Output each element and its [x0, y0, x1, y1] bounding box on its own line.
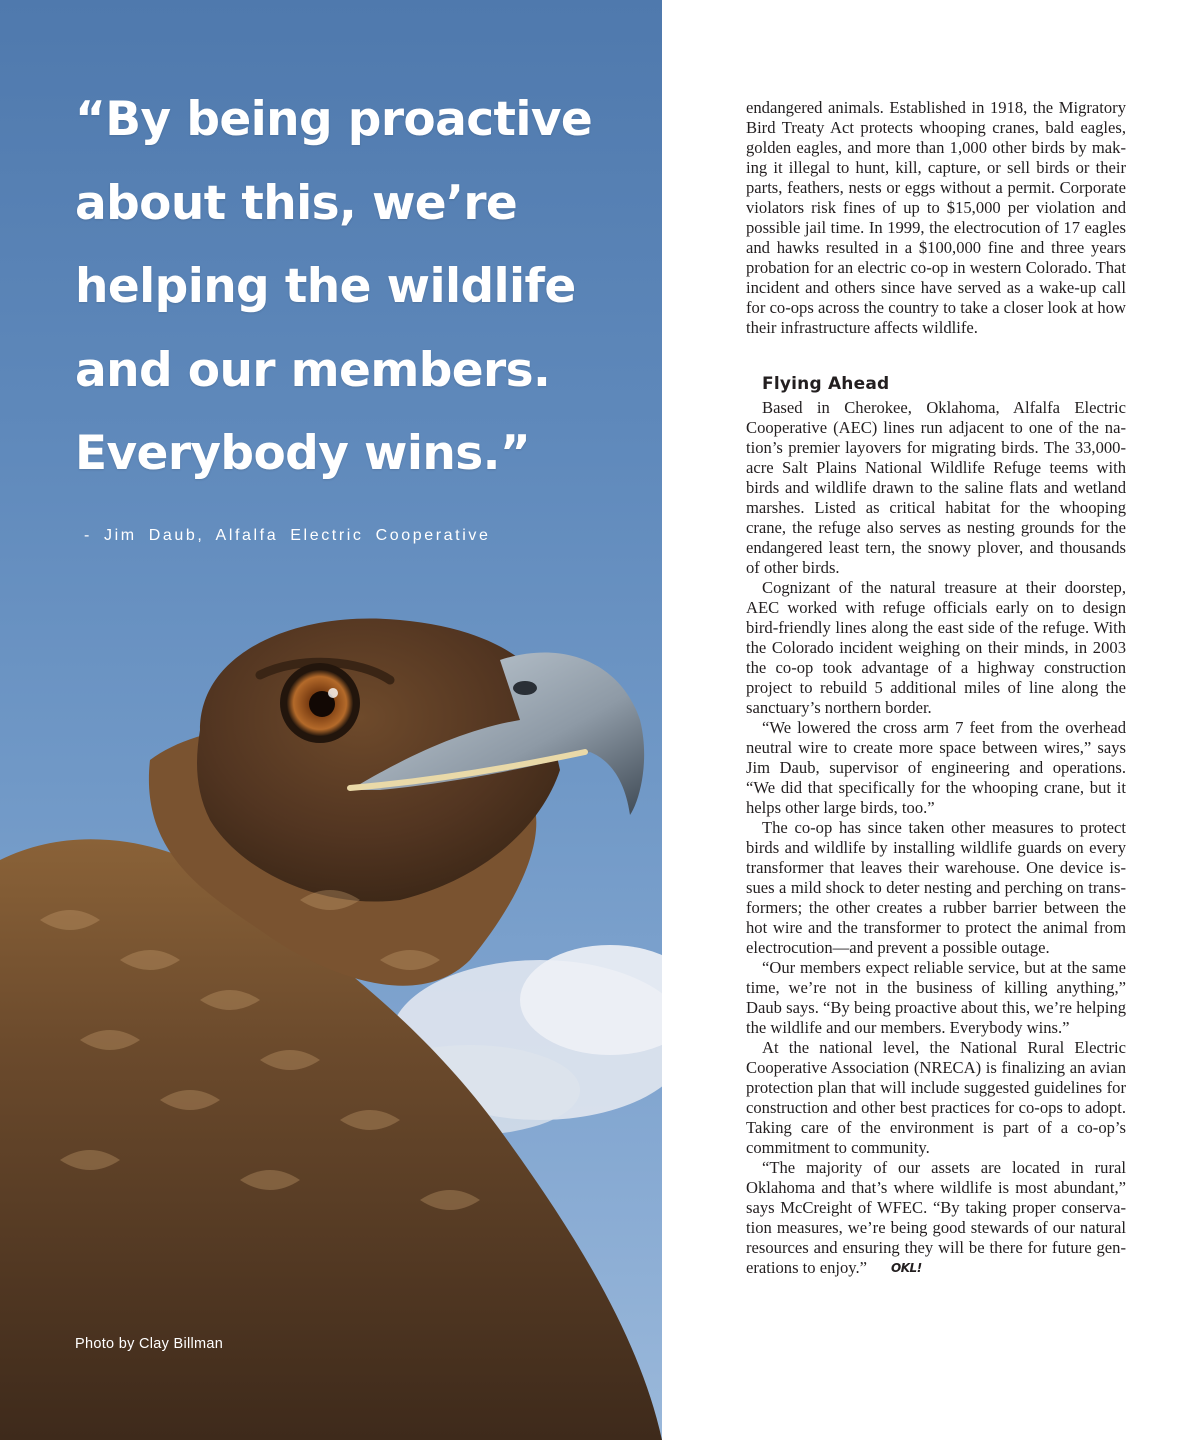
pull-quote-line: “By being proactive [75, 92, 593, 147]
article-final-text: “The majority of our assets are located in rural Oklahoma and that’s where wildlife is most abundant,” says McCreight of WFEC. “By taking proper conservation measures, we’re being good stewards of our natural resources and ensuring they will be there for future generations to enjoy.” [746, 1158, 1126, 1277]
end-mark-logo: OKL! [891, 1261, 922, 1275]
pull-quote-line: about this, we’re [75, 175, 518, 231]
article-final-paragraph [746, 1158, 1126, 1278]
pull-quote-line: and our members. [75, 342, 551, 398]
article-paragraph: The co-op has since taken other measures to protect birds and wildlife by installing wildlife guards on every transformer that leaves their warehouse. One device issues a mild shock to deter nesting and perching on transformers; the other creates a rubber barrier between the hot wire and the transformer to protect the animal from electrocution—and prevent a possible outage. [746, 818, 1126, 957]
pull-quote-line: Everybody wins.” [75, 426, 531, 481]
quote-attribution: - Jim Daub, Alfalfa Electric Cooperative [84, 527, 491, 544]
section-heading: Flying Ahead [762, 374, 890, 394]
article-column [746, 98, 1126, 1278]
photo-credit: Photo by Clay Billman [75, 1336, 224, 1352]
pull-quote-line: helping the wildlife [75, 259, 576, 314]
article-paragraph: “We lowered the cross arm 7 feet from the overhead neutral wire to create more space between wires,” says Jim Daub, supervisor of engineering and operations. “We did that specifically for the whooping crane, but it helps other large birds, too.” [746, 718, 1126, 817]
article-paragraph: “Our members expect reliable service, but at the same time, we’re not in the business of killing anything,” Daub says. “By being proactive about this, we’re helping the wildlife and our members. Everybody wins.” [746, 958, 1126, 1037]
article-paragraph: Cognizant of the natural treasure at their doorstep, AEC worked with refuge officials early on to design bird-friendly lines along the east side of the refuge. With the Colorado incident weighing on their minds, in 2003 the co-op took advantage of a highway construction project to rebuild 5 additional miles of line along the sanctuary’s northern border. [746, 578, 1126, 717]
article-paragraph: Based in Cherokee, Oklahoma, Alfalfa Electric Cooperative (AEC) lines run adjacent to one of the nation’s premier layovers for migrating birds. The 33,000-acre Salt Plains National Wildlife Refuge teems with birds and wildlife drawn to the saline flats and wetland marshes. Listed as critical habitat for the whooping crane, the refuge also serves as nesting grounds for the endangered least tern, the snowy plover, and thousands of other birds. [746, 398, 1126, 577]
pull-quote [75, 78, 635, 496]
article-paragraph: At the national level, the National Rural Electric Cooperative Association (NRECA) is finalizing an avian protection plan that will include suggested guidelines for construction and other best practices for co-ops to adopt. Taking care of the environment is part of a co-op’s commitment to community. [746, 1038, 1126, 1157]
article-intro-paragraph: endangered animals. Established in 1918, the Migratory Bird Treaty Act protects whooping cranes, bald eagles, golden eagles, and more than 1,000 other birds by making it illegal to hunt, kill, capture, or sell birds or their parts, feathers, nests or eggs without a permit. Corporate violators risk fines of up to $15,000 per violation and possible jail time. In 1999, the electrocution of 17 eagles and hawks resulted in a $100,000 fine and three years probation for an electric co-op in western Colorado. That incident and others since have served as a wake-up call for co-ops across the country to take a closer look at how their infrastructure affects wildlife. [746, 98, 1126, 337]
